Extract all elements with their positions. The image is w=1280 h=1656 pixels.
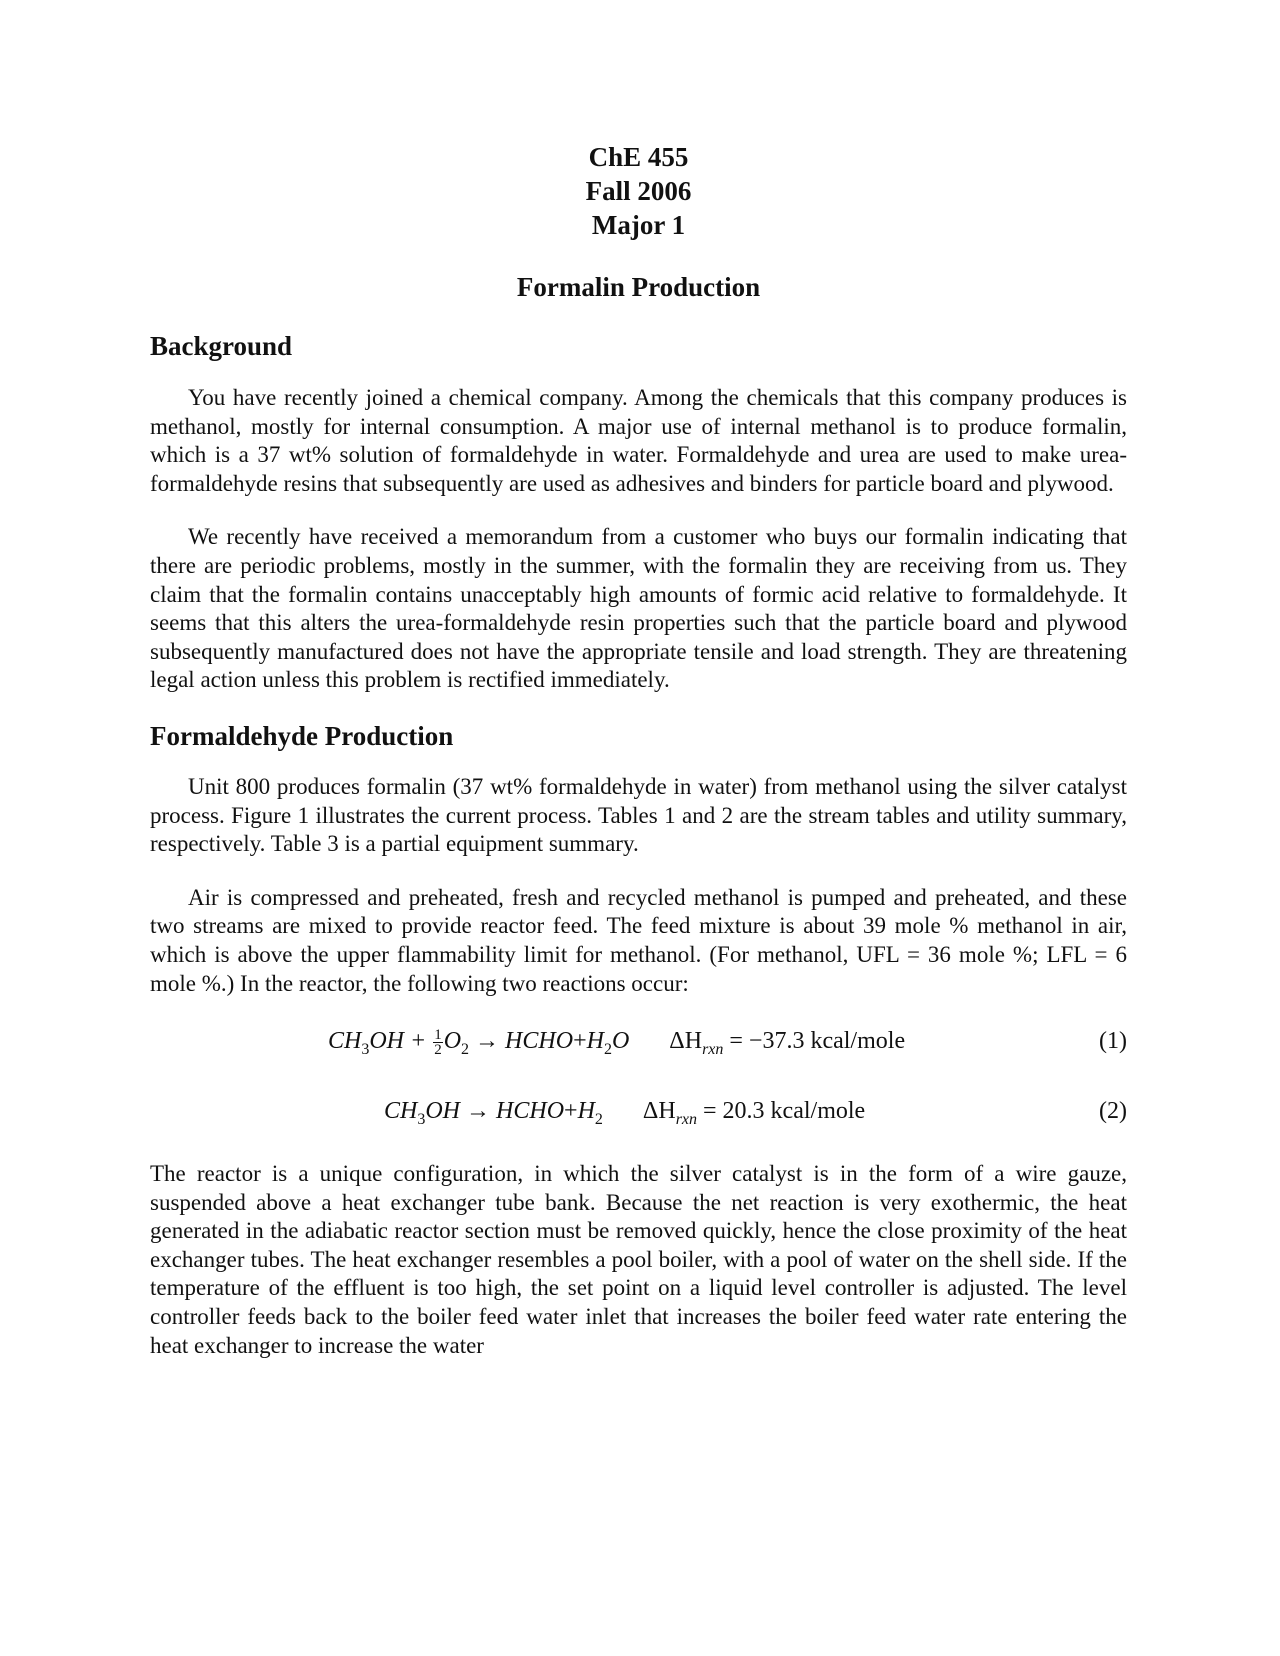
equation-2-number: (2) xyxy=(1099,1098,1127,1125)
background-paragraph-2: We recently have received a memorandum from a customer who buys our formalin indicating that there are periodic problems, mostly in the summer, with the formalin they are receiving from us. They claim that the formalin contains unacceptably high amounts of formic acid relative to formaldehyde. It seems that this alters the urea-formaldehyde resin properties such that the particle board and plywood subsequently manufactured does not have the appropriate tensile and load strength. They are threatening legal action unless this problem is rectified immediately. xyxy=(150,524,1127,693)
eq2-reactant: CH xyxy=(384,1098,418,1125)
eq1-product-1: HCHO xyxy=(505,1028,574,1055)
eq2-delta-h-subscript: rxn xyxy=(675,1110,698,1128)
section-heading-background: Background xyxy=(150,331,293,361)
eq2-product-1: HCHO xyxy=(496,1098,565,1125)
eq2-reactant-subscript: 3 xyxy=(417,1110,426,1128)
equation-2-body xyxy=(384,1098,865,1129)
equation-1-number: (1) xyxy=(1099,1028,1127,1055)
document-header xyxy=(150,140,1127,242)
background-paragraph-1: You have recently joined a chemical company. Among the chemicals that this company produces is methanol, mostly for internal consumption. A major use of internal methanol is to produce formalin, which is a 37 wt% solution of formaldehyde in water. Formaldehyde and urea are used to make urea-formaldehyde resins that subsequently are used as adhesives and binders for particle board and plywood. xyxy=(150,385,1127,496)
formaldehyde-paragraph-2: Air is compressed and preheated, fresh and recycled methanol is pumped and preheated, and these two streams are mixed to provide reactor feed. The feed mixture is about 39 mole % methanol in air, which is above the upper flammability limit for methanol. (For methanol, UFL = 36 mole %; LFL = 6 mole %.) In the reactor, the following two reactions occur: xyxy=(150,884,1127,996)
eq1-delta-h: ΔH xyxy=(669,1028,703,1055)
equation-2 xyxy=(150,1098,1127,1138)
eq1-plus: + xyxy=(573,1028,587,1055)
formaldehyde-paragraph-1: Unit 800 produces formalin (37 wt% formaldehyde in water) from methanol using the silver catalyst process. Figure 1 illustrates the current process. Tables 1 and 2 are the stream tables and utility summary, respectively. Table 3 is a partial equipment summary. xyxy=(150,773,1127,857)
eq1-delta-h-subscript: rxn xyxy=(702,1040,724,1058)
eq2-product-2-subscript: 2 xyxy=(594,1110,603,1128)
eq1-reactant: CH xyxy=(328,1028,362,1055)
formaldehyde-paragraph-3: The reactor is a unique configuration, in which the silver catalyst is in the form of a wire gauze, suspended above a heat exchanger tube bank. Because the net reaction is very exothermic, the heat generated in the adiabatic reactor section must be removed quickly, hence the close proximity of the heat exchanger tubes. The heat exchanger resembles a pool boiler, with a pool of water on the shell side. If the temperature of the effluent is too high, the set point on a liquid level controller is adjusted. The level controller feeds back to the boiler feed water inlet that increases the boiler feed water rate entering the heat exchanger to increase the water xyxy=(150,1161,1127,1358)
assignment-name: Major 1 xyxy=(591,210,686,240)
eq2-arrow: → xyxy=(466,1098,491,1125)
eq1-fraction-numerator: 1 xyxy=(434,1027,442,1044)
eq1-oxygen: O xyxy=(443,1028,462,1055)
eq1-fraction-denominator: 2 xyxy=(434,1042,442,1059)
document-title: Formalin Production xyxy=(516,272,761,302)
eq2-delta-h: ΔH xyxy=(642,1098,676,1125)
eq1-product-2-subscript: 2 xyxy=(603,1040,612,1058)
eq1-product-2-tail: O xyxy=(611,1028,630,1055)
eq1-arrow: → xyxy=(475,1028,500,1055)
eq1-fraction xyxy=(433,1028,443,1057)
eq1-oxygen-subscript: 2 xyxy=(461,1040,470,1058)
eq1-reactant-subscript: 3 xyxy=(361,1040,370,1058)
eq2-plus: + xyxy=(564,1098,578,1125)
equation-1 xyxy=(150,1028,1127,1068)
eq2-reactant-tail: OH xyxy=(425,1098,461,1125)
document-page xyxy=(150,140,1127,1360)
eq1-reactant-tail: OH + xyxy=(369,1028,427,1055)
eq1-value: = −37.3 kcal/mole xyxy=(729,1028,906,1055)
eq2-value: = 20.3 kcal/mole xyxy=(703,1098,866,1125)
section-heading-formaldehyde-production: Formaldehyde Production xyxy=(150,720,454,751)
equation-1-body xyxy=(328,1028,905,1059)
term: Fall 2006 xyxy=(585,176,692,206)
course-code: ChE 455 xyxy=(588,142,689,172)
eq1-product-2: H xyxy=(586,1028,604,1055)
eq2-product-2: H xyxy=(577,1098,595,1125)
